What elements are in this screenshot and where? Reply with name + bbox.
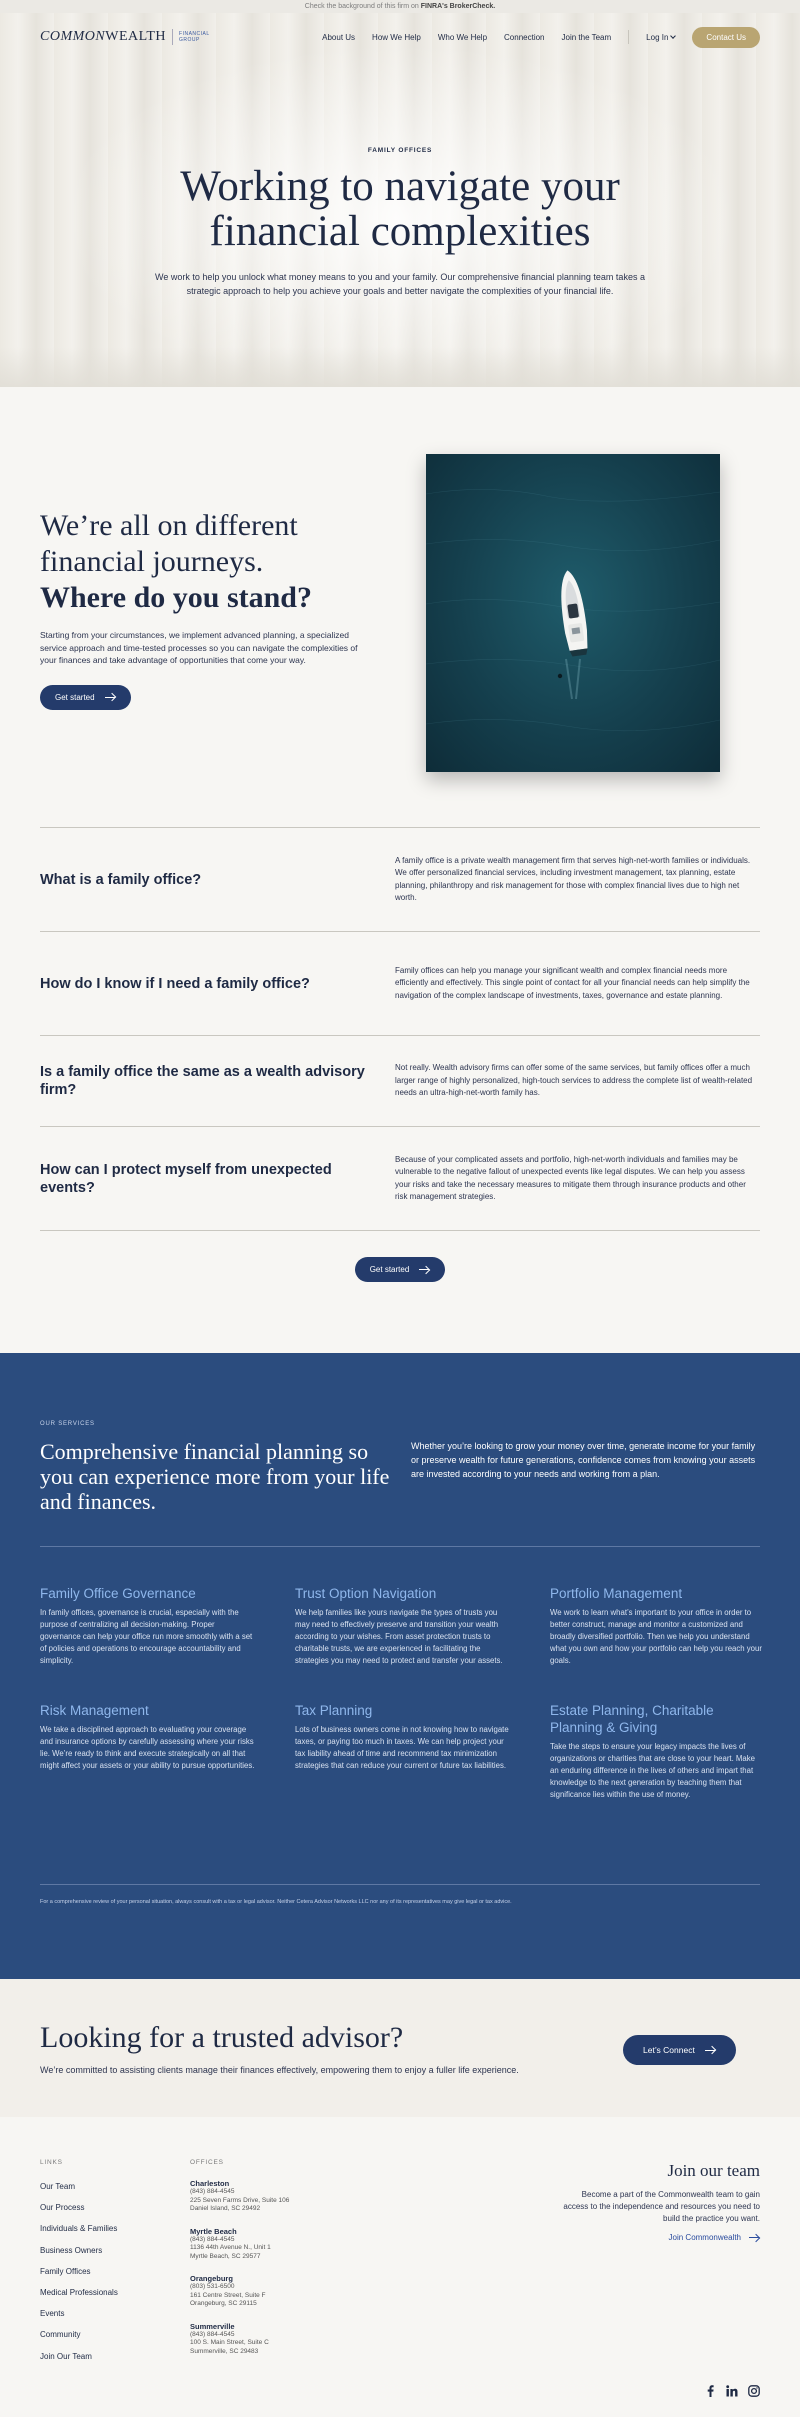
footer [0, 2117, 800, 2417]
faq-question: What is a family office? [40, 871, 202, 888]
nav-link-connection[interactable]: Connection [504, 32, 545, 42]
service-description: Take the steps to ensure your legacy impacts the lives of organizations or charities that are close to your heart. Make an enduring difference in the lives of others and impart that knowledge to the next generation by teaching them that significance lies within the use of money. [550, 1742, 755, 1799]
hero-content [0, 61, 800, 298]
footer-link-individuals-families[interactable]: Individuals & Families [40, 2224, 118, 2234]
services-title: Comprehensive financial planning so you can experience more from your life and finances. [40, 1439, 390, 1514]
journey-text [40, 508, 380, 710]
services-footer-divider [40, 1884, 760, 1885]
office-phone[interactable]: (843) 884-4545 [190, 2330, 235, 2338]
login-dropdown[interactable] [646, 33, 675, 42]
journey-title: We’re all on different financial journeys. [40, 509, 298, 578]
brokercheck-link[interactable]: FINRA's BrokerCheck. [420, 3, 496, 10]
footer-offices-heading: OFFICES [190, 2159, 224, 2166]
service-item [40, 1585, 295, 1667]
arrow-right-icon [105, 694, 116, 701]
nav-link-how-we-help[interactable]: How We Help [372, 32, 421, 42]
notice-text: Check the background of this firm on [304, 3, 419, 10]
lets-connect-label: Let’s Connect [643, 2045, 695, 2055]
office-charleston [190, 2179, 330, 2214]
office-city: Myrtle Beach, SC 29577 [190, 2252, 261, 2260]
chevron-down-icon [671, 33, 677, 39]
journey-description: Starting from your circumstances, we implement advanced planning, a specialized service approach and time-tested processes so you can navigate the complexities of your finances and take advantage of opportunities that come your way. [40, 630, 358, 665]
service-description: In family offices, governance is crucial, especially with the purpose of centralizing all decision-making. Proper governance can help your office run more smoothly with a set of policies and operations to encourage accountability and simplicity. [40, 1608, 253, 1665]
office-phone[interactable]: (803) 531-6500 [190, 2283, 235, 2290]
get-started-label: Get started [369, 1265, 410, 1274]
footer-link-join-our-team[interactable]: Join Our Team [40, 2351, 92, 2361]
office-city: Orangeburg, SC 29115 [190, 2300, 257, 2307]
get-started-button[interactable] [40, 685, 131, 710]
join-commonwealth-label: Join Commonwealth [668, 2233, 741, 2242]
advisor-title: Looking for a trusted advisor? [40, 2021, 404, 2054]
faq-answer: A family office is a private wealth management firm that serves high-net-worth families or individuals. We offer personalized financial services, including investment management, tax planning, estate planning, philanthropy and risk management for those with complex financial lives due to high net worth. [395, 855, 751, 902]
office-orangeburg [190, 2274, 330, 2309]
office-address: 100 S. Main Street, Suite C [190, 2339, 269, 2346]
faq-item [40, 931, 760, 1035]
services-eyebrow: OUR SERVICES [40, 1421, 95, 1427]
office-myrtle-beach [190, 2227, 330, 2262]
arrow-right-icon [419, 1266, 430, 1273]
hero-section [0, 13, 800, 387]
office-name: Charleston [190, 2179, 230, 2188]
journey-subtitle: Where do you stand? [40, 581, 312, 614]
faq-item [40, 827, 760, 931]
join-team-description: Become a part of the Commonwealth team to gain access to the independence and resources you need to build the practice you want. [563, 2190, 760, 2223]
service-description: We work to learn what’s important to your office in order to better construct, manage and monitor a customized and broadly diversified portfolio. Then we help you understand what you own and how your portfolio can help you reach your goals. [550, 1608, 762, 1665]
office-summerville [190, 2322, 330, 2357]
advisor-cta-section [0, 1979, 800, 2117]
social-links [704, 2385, 760, 2397]
faq-answer: Not really. Wealth advisory firms can offer some of the same services, but family offices offer a much larger range of highly personalized, high-touch services to address the complete list of wealth-related needs an ultra-high-net-worth family has. [395, 1063, 753, 1098]
get-started-label: Get started [55, 692, 95, 702]
nav-link-about-us[interactable]: About Us [322, 32, 356, 42]
service-title: Portfolio Management [550, 1586, 683, 1601]
services-disclaimer: For a comprehensive review of your personal situation, always consult with a tax or legal advisor. Neither Cetera Advisor Networks LLC nor any of its representatives may give legal or tax advice. [40, 1899, 512, 1905]
footer-link-events[interactable]: Events [40, 2309, 65, 2319]
join-commonwealth-link[interactable] [669, 2233, 760, 2242]
service-description: We help families like yours navigate the types of trusts you may need to effectively preserve and transition your wealth according to your wishes. From asset protection trusts to charitable trusts, we are experienced in facilitating the strategies you may need to protect and transfer your assets. [295, 1608, 503, 1665]
nav-divider [628, 30, 629, 44]
logo-subtitle: FINANCIAL GROUP [179, 31, 210, 43]
footer-link-family-offices[interactable]: Family Offices [40, 2266, 91, 2276]
office-city: Summerville, SC 29483 [190, 2347, 259, 2355]
nav-link-who-we-help[interactable]: Who We Help [437, 32, 488, 42]
office-address: 1136 44th Avenue N., Unit 1 [190, 2244, 271, 2251]
hero-description: We work to help you unlock what money means to you and your family. Our comprehensive financial planning team takes a strategic approach to help you achieve your goals and better navigate the complexities of your financial life. [155, 272, 645, 296]
linkedin-icon[interactable] [726, 2385, 738, 2397]
office-city: Daniel Island, SC 29492 [190, 2205, 261, 2212]
service-description: We take a disciplined approach to evaluating your coverage and insurance options by carefully assessing where your risks lie. We’re ready to think and execute strategically on all that might affect your assets or your ability to pursue opportunities. [40, 1725, 255, 1770]
hero-title: Working to navigate your financial complexities [180, 163, 620, 255]
service-title: Tax Planning [295, 1703, 373, 1718]
faq-section [0, 827, 800, 1282]
nav-links [322, 27, 760, 48]
nav-link-join-the-team[interactable]: Join the Team [561, 32, 612, 42]
journey-section [0, 387, 800, 827]
faq-item [40, 1126, 760, 1230]
service-description: Lots of business owners come in not knowing how to navigate taxes, or paying too much in taxes. We can help project your tax liability ahead of time and recommend tax minimization strategies that can reduce your current or future tax liabilities. [295, 1725, 509, 1770]
office-name: Myrtle Beach [190, 2226, 237, 2236]
services-section [0, 1353, 800, 1979]
service-title: Family Office Governance [40, 1586, 196, 1601]
arrow-right-icon [749, 2234, 760, 2241]
service-title: Trust Option Navigation [295, 1586, 437, 1601]
services-grid [40, 1585, 760, 1801]
arrow-right-icon [705, 2047, 716, 2054]
faq-answer: Family offices can help you manage your significant wealth and complex financial needs more efficiently and effectively. This single point of contact for all your financial needs can help simplify the navigation of the complex landscape of investments, taxes, governance and estate planning. [395, 965, 750, 1000]
logo-wordmark: COMMONWEALTH [40, 29, 167, 44]
footer-links [40, 2159, 118, 2362]
brokercheck-notice [0, 0, 800, 13]
footer-link-our-team[interactable]: Our Team [40, 2182, 75, 2191]
office-address: 161 Centre Street, Suite F [190, 2291, 266, 2299]
services-intro: Whether you’re looking to grow your money over time, generate income for your family or preserve wealth for future generations, confidence comes from knowing your assets are invested according to your needs and working from a plan. [411, 1441, 756, 1479]
get-started-button-faq[interactable] [355, 1257, 446, 1282]
faq-question: How do I know if I need a family office? [40, 975, 310, 992]
footer-offices [190, 2159, 330, 2356]
service-item [40, 1702, 295, 1801]
lets-connect-button[interactable] [623, 2035, 736, 2065]
faq-question: Is a family office the same as a wealth advisory firm? [40, 1064, 365, 1098]
footer-join-team [560, 2161, 760, 2245]
logo-separator [172, 29, 173, 45]
faq-answer: Because of your complicated assets and portfolio, high-net-worth individuals and families may be vulnerable to the negative fallout of unexpected events like legal disputes. We can help you assess your risks and take the necessary measures to mitigate them through insurance products and other risk management strategies. [395, 1154, 746, 1201]
faq-item [40, 1035, 760, 1126]
advisor-description: We’re committed to assisting clients manage their finances effectively, empowering them to enjoy a fuller life experience. [40, 2065, 519, 2075]
facebook-icon[interactable] [704, 2385, 716, 2397]
service-item [550, 1585, 760, 1667]
faq-cta [40, 1231, 760, 1282]
footer-link-community[interactable]: Community [40, 2330, 81, 2340]
services-divider [40, 1546, 760, 1547]
office-phone[interactable]: (843) 884-4545 [190, 2235, 235, 2243]
footer-link-our-process[interactable]: Our Process [40, 2203, 85, 2213]
main-nav [0, 13, 800, 61]
service-item [295, 1702, 550, 1801]
contact-us-button[interactable]: Contact Us [692, 27, 760, 48]
service-title: Risk Management [40, 1703, 149, 1718]
office-address: 225 Seven Farms Drive, Suite 106 [190, 2196, 290, 2204]
office-name: Summerville [190, 2321, 235, 2331]
logo[interactable] [40, 29, 210, 45]
office-phone[interactable]: (843) 884-4545 [190, 2188, 235, 2195]
hero-eyebrow: FAMILY OFFICES [367, 147, 433, 154]
service-item [550, 1702, 760, 1801]
login-label: Log In [646, 32, 669, 42]
yacht-illustration [426, 454, 720, 772]
yacht-aerial-photo [426, 454, 720, 772]
footer-link-business-owners[interactable]: Business Owners [40, 2245, 103, 2255]
office-name: Orangeburg [190, 2274, 233, 2283]
footer-links-heading: LINKS [40, 2159, 63, 2166]
service-item [295, 1585, 550, 1667]
faq-question: How can I protect myself from unexpected events? [40, 1161, 332, 1196]
service-title: Estate Planning, Charitable Planning & Giving [550, 1703, 714, 1735]
instagram-icon[interactable] [748, 2385, 760, 2397]
footer-link-medical-professionals[interactable]: Medical Professionals [40, 2287, 118, 2297]
join-team-title: Join our team [667, 2161, 760, 2180]
